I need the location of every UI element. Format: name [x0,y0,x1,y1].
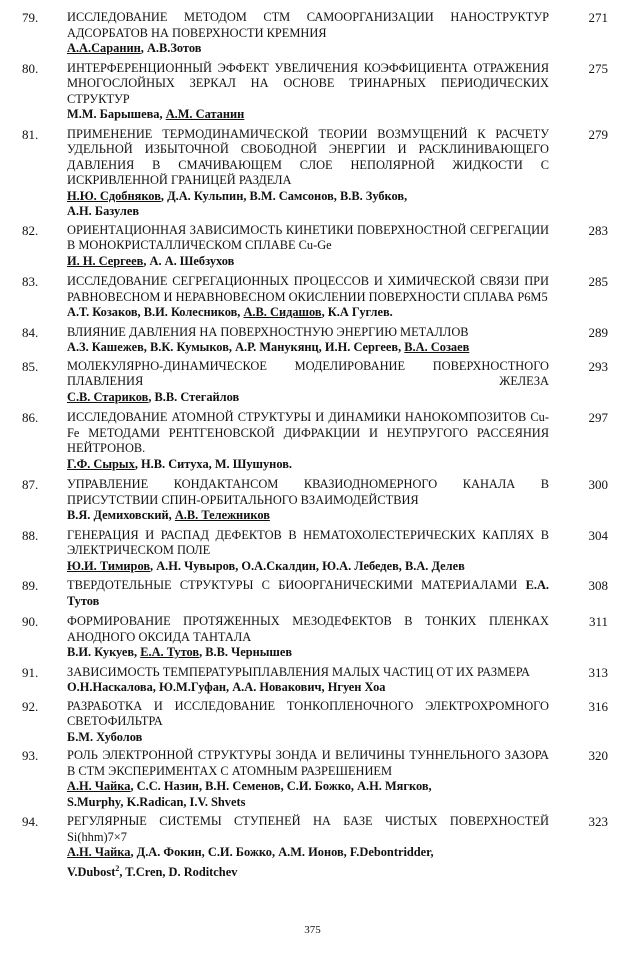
entry-title-text: ИССЛЕДОВАНИЕ СЕГРЕГАЦИОННЫХ ПРОЦЕССОВ И ХИМИЧЕСКОЙ СВЯЗИ ПРИ РАВНОВЕСНОМ И НЕРАВНОВЕСНОМ ОКИСЛЕНИИ ПОВЕРХНОСТИ СПЛАВА Р6М5 [67,274,549,304]
toc-entry [22,699,610,746]
entry-title [67,359,549,390]
entry-body [67,325,549,356]
entry-title-text: ИССЛЕДОВАНИЕ АТОМНОЙ СТРУКТУРЫ И ДИНАМИКИ НАНОКОМПОЗИТОВ Cu- Fe МЕТОДАМИ РЕНТГЕНОВСКОЙ ДИФРАКЦИИ И НЕУПРУГОГО РАССЕЯНИЯ НЕЙТРОНОВ. [67,410,549,455]
entry-authors [67,41,549,57]
entry-body [67,274,549,321]
entry-authors [67,390,549,406]
presenting-author: А.В. Тележников [174,508,270,522]
presenting-author: А.М. Сатанин [165,107,245,121]
entry-number: 84. [22,324,39,340]
entry-number: 89. [22,578,39,593]
author-names: , С.С. Назин, В.Н. Семенов, С.И. Божко, А.Н. Мягков, [130,779,432,793]
presenting-author: В.А. Созаев [404,340,470,354]
author-names: S.Murphy, K.Radican, I.V. Shvets [67,794,246,809]
author-names: , Д.А. Кульпин, В.М. Самсонов, В.В. Зубков, [160,188,408,203]
entry-page-number: 271 [588,10,608,25]
author-names: О.Н.Наскалова, Ю.М.Гуфан, А.А. Новакович, Нгуен Хоа [67,680,386,694]
entry-number: 79. [22,10,39,25]
entry-authors [67,107,549,123]
entry-title [67,10,549,41]
presenting-author: А.Н. Чайка [67,779,131,793]
entry-page-number: 304 [588,527,608,543]
presenting-author: А.Н. Чайка [67,845,131,859]
entry-title [67,528,549,559]
entry-authors [67,254,549,270]
entry-page-number: 320 [588,748,608,763]
entry-author-inline: Е.А. Тутов [67,578,549,608]
entry-title-text: РАЗРАБОТКА И ИССЛЕДОВАНИЕ ТОНКОПЛЕНОЧНОГО ЭЛЕКТРОХРОМНОГО СВЕТОФИЛЬТРА [67,698,549,728]
entry-number: 82. [22,222,39,238]
author-footnote-mark: 2 [115,863,120,873]
entry-number: 92. [22,698,39,714]
presenting-author: Н.Ю. Сдобняков [67,188,161,203]
author-names: , А.Н. Чувыров, О.А.Скалдин, Ю.А. Лебедев, В.А. Делев [150,558,465,573]
entry-page-number: 293 [588,358,608,374]
entry-authors [67,645,549,661]
entry-body [67,814,549,880]
entry-number: 85. [22,358,39,374]
presenting-author: А.А.Саранин [67,41,141,55]
entry-title [67,477,549,508]
entry-title-text: ВЛИЯНИЕ ДАВЛЕНИЯ НА ПОВЕРХНОСТНУЮ ЭНЕРГИЮ МЕТАЛЛОВ [67,324,469,339]
author-names: , В.В. Стегайлов [148,389,240,404]
entry-page-number: 283 [588,222,608,238]
toc-entry [22,10,610,57]
entry-number: 91. [22,664,39,680]
entry-page-number: 311 [588,614,608,629]
toc-entry [22,410,610,472]
entry-body [67,699,549,746]
author-names: , T.Cren, D. Roditchev [119,864,238,879]
toc-entry [22,325,610,356]
entry-title-text: ИНТЕРФЕРЕНЦИОННЫЙ ЭФФЕКТ УВЕЛИЧЕНИЯ КОЭФФИЦИЕНТА ОТРАЖЕНИЯ МНОГОСЛОЙНЫХ ЗЕРКАЛ НА ОСНОВЕ ТРИНАРНЫХ ПЕРИОДИЧЕСКИХ СТРУКТУР [67,60,549,106]
entry-title [67,274,549,305]
presenting-author: И. Н. Сергеев [67,253,144,268]
author-names: , К.А Гуглев. [321,305,393,319]
entry-title-text: УПРАВЛЕНИЕ КОНДАКТАНСОМ КВАЗИОДНОМЕРНОГО КАНАЛА В ПРИСУТСТВИИ СПИН-ОРБИТАЛЬНОГО ВЗАИМОДЕЙСТВИЯ [67,477,549,507]
toc-entry [22,748,610,810]
entry-body [67,614,549,661]
entry-body [67,10,549,57]
entry-number: 90. [22,614,39,629]
toc-entry [22,614,610,661]
entry-number: 87. [22,477,39,492]
author-names: , Д.А. Фокин, С.И. Божко, А.М. Ионов, F.Debontridder, [130,845,434,859]
entry-body [67,223,549,270]
author-names: , В.В. Чернышев [199,645,293,659]
entry-title-text: ГЕНЕРАЦИЯ И РАСПАД ДЕФЕКТОВ В НЕМАТОХОЛЕСТЕРИЧЕСКИХ КАПЛЯХ В ЭЛЕКТРИЧЕСКОМ ПОЛЕ [67,527,549,557]
entry-authors [67,730,549,746]
author-names: В.И. Кукуев, [67,645,141,659]
entry-number: 86. [22,410,39,425]
entry-page-number: 308 [588,578,608,593]
presenting-author: С.В. Стариков [67,389,149,404]
entry-title [67,127,549,189]
toc-entry [22,477,610,524]
entry-number: 88. [22,527,39,543]
presenting-author: А.В. Сидашов [243,305,322,319]
presenting-author: Ю.И. Тимиров [67,558,151,573]
author-names: А.Н. Базулев [67,204,140,218]
entry-authors [67,559,549,575]
entry-title [67,814,549,845]
author-names: , А. А. Шебзухов [143,253,235,268]
author-names: А.Т. Козаков, В.И. Колесников, [67,305,244,319]
entry-page-number: 300 [588,477,608,492]
author-names: V.Dubost [67,864,116,879]
author-names: А.З. Кашежев, В.К. Кумыков, А.Р. Манукянц, И.Н. Сергеев, [67,340,405,354]
entry-body [67,578,549,609]
author-names: Б.М. Хуболов [67,729,143,744]
presenting-author: Е.А. Тутов [140,645,200,659]
entry-authors [67,457,549,473]
entry-title [67,578,549,609]
entry-authors [67,779,549,810]
toc-entry [22,528,610,575]
entry-page-number: 285 [588,274,608,289]
toc-entry [22,665,610,696]
entry-title-text: ПРИМЕНЕНИЕ ТЕРМОДИНАМИЧЕСКОЙ ТЕОРИИ ВОЗМУЩЕНИЙ К РАСЧЕТУ УДЕЛЬНОЙ ИЗБЫТОЧНОЙ СВОБОДНОЙ ЭНЕРГИИ И РАСКЛИНИВАЮЩЕГО ДАВЛЕНИЯ В СМАЧИВАЮЩЕМ СЛОЕ НЕПОЛЯРНОЙ ЖИДКОСТИ С ИСКРИВЛЕННОЙ ГРАНИЦЕЙ РАЗДЕЛА [67,126,549,187]
entry-body [67,127,549,220]
toc-entry [22,359,610,406]
entry-number: 94. [22,814,39,829]
entry-title [67,748,549,779]
entry-title-text: ИССЛЕДОВАНИЕ МЕТОДОМ СТМ САМООРГАНИЗАЦИИ НАНОСТРУКТУР АДСОРБАТОВ НА ПОВЕРХНОСТИ КРЕМНИЯ [67,10,549,40]
entry-body [67,748,549,810]
entry-title-text: ТВЕРДОТЕЛЬНЫЕ СТРУКТУРЫ С БИООРГАНИЧЕСКИМИ МАТЕРИАЛАМИ [67,578,518,592]
page-number: 375 [304,924,321,936]
entry-body [67,477,549,524]
entry-page-number: 279 [588,126,608,142]
entry-authors [67,680,549,696]
entry-title-text: МОЛЕКУЛЯРНО-ДИНАМИЧЕСКОЕ МОДЕЛИРОВАНИЕ ПОВЕРХНОСТНОГО ПЛАВЛЕНИЯ ЖЕЛЕЗА [67,358,549,388]
entry-authors [67,189,549,220]
entry-page-number: 275 [588,60,608,76]
toc-entry [22,61,610,123]
entry-title-text: РОЛЬ ЭЛЕКТРОННОЙ СТРУКТУРЫ ЗОНДА И ВЕЛИЧИНЫ ТУННЕЛЬНОГО ЗАЗОРА В СТМ ЭКСПЕРИМЕНТАХ С АТОМНЫМ РАЗРЕШЕНИЕМ [67,748,549,778]
entry-authors [67,305,549,321]
entry-body [67,665,549,696]
author-names: , А.В.Зотов [140,41,202,55]
entry-page-number: 323 [588,814,608,829]
entry-body [67,528,549,575]
entry-authors [67,845,549,880]
entry-title [67,614,549,645]
author-names: В.Я. Демиховский, [67,508,175,522]
presenting-author: Г.Ф. Сырых [67,456,135,471]
entry-authors [67,340,549,356]
entry-page-number: 313 [588,664,608,680]
entry-title [67,410,549,457]
entry-number: 80. [22,60,39,76]
entry-authors [67,508,549,524]
entry-title [67,61,549,108]
entry-title-text: ФОРМИРОВАНИЕ ПРОТЯЖЕННЫХ МЕЗОДЕФЕКТОВ В ТОНКИХ ПЛЕНКАХ АНОДНОГО ОКСИДА ТАНТАЛА [67,614,549,644]
table-of-contents [22,10,610,880]
entry-title [67,325,549,341]
entry-title [67,699,549,730]
toc-entry [22,127,610,220]
entry-body [67,61,549,123]
toc-entry [22,223,610,270]
entry-title-text: ОРИЕНТАЦИОННАЯ ЗАВИСИМОСТЬ КИНЕТИКИ ПОВЕРХНОСТНОЙ СЕГРЕГАЦИИ В МОНОКРИСТАЛЛИЧЕСКОМ СПЛАВЕ Cu-Ge [67,222,549,252]
entry-number: 81. [22,126,39,142]
toc-entry [22,578,610,609]
entry-title [67,223,549,254]
entry-page-number: 316 [588,698,608,714]
entry-page-number: 297 [588,410,608,425]
entry-title-text: РЕГУЛЯРНЫЕ СИСТЕМЫ СТУПЕНЕЙ НА БАЗЕ ЧИСТЫХ ПОВЕРХНОСТЕЙ Si(hhm)7×7 [67,814,549,844]
entry-body [67,359,549,406]
toc-entry [22,814,610,880]
entry-number: 93. [22,748,39,763]
toc-entry [22,274,610,321]
entry-title [67,665,549,681]
entry-number: 83. [22,274,39,289]
entry-page-number: 289 [588,324,608,340]
entry-body [67,410,549,472]
author-names: , Н.В. Ситуха, М. Шушунов. [134,456,292,471]
author-names: М.М. Барышева, [67,107,166,121]
entry-title-text: ЗАВИСИМОСТЬ ТЕМПЕРАТУРЫПЛАВЛЕНИЯ МАЛЫХ ЧАСТИЦ ОТ ИХ РАЗМЕРА [67,664,530,679]
